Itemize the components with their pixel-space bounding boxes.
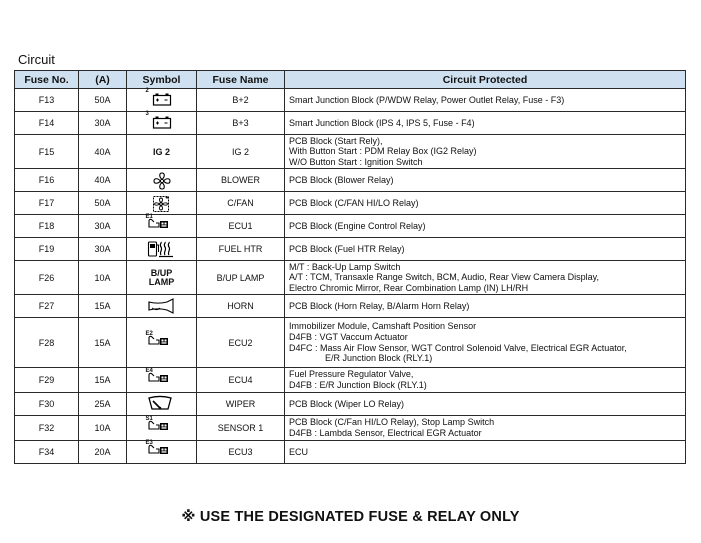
amperage-cell: 50A [79, 89, 127, 112]
fuse-name-cell: BLOWER [197, 169, 285, 192]
footer-notice: ※ USE THE DESIGNATED FUSE & RELAY ONLY [181, 509, 520, 525]
symbol-cell [127, 192, 197, 215]
fuse-name-cell: ECU4 [197, 368, 285, 393]
engine-ecu-icon [145, 417, 179, 439]
fuse-number-cell: F27 [15, 295, 79, 318]
circuit-line: PCB Block (Fuel HTR Relay) [289, 243, 405, 254]
amperage-cell: 10A [79, 416, 127, 441]
circuit-protected-cell [285, 192, 686, 215]
circuit-line: W/O Button Start : Ignition Switch [289, 156, 423, 167]
fuse-table [14, 70, 686, 464]
symbol-text-line: B/UP [150, 267, 173, 278]
fuse-number-cell: F32 [15, 416, 79, 441]
circuit-line: M/T : Back-Up Lamp Switch [289, 261, 401, 272]
symbol-text-line: LAMP [148, 276, 175, 287]
symbol-cell [127, 261, 197, 295]
symbol-cell [127, 238, 197, 261]
fuse-name-cell: B+2 [197, 89, 285, 112]
fuse-number-cell: F16 [15, 169, 79, 192]
engine-ecu-icon [145, 215, 179, 237]
fuse-number-cell: F19 [15, 238, 79, 261]
table-row [15, 89, 686, 112]
circuit-line: Electro Chromic Mirror, Rear Combination Lamp (IN) LH/RH [289, 282, 529, 293]
blower-fan-icon [145, 169, 179, 191]
header-fuse-no: Fuse No. [15, 71, 79, 89]
fuse-number-cell: F28 [15, 318, 79, 368]
symbol-cell [127, 441, 197, 464]
circuit-protected-cell [285, 261, 686, 295]
symbol-superscript: 2 [145, 88, 149, 94]
table-row [15, 441, 686, 464]
fuse-name-cell: B/UP LAMP [197, 261, 285, 295]
symbol-cell [127, 215, 197, 238]
symbol-superscript: E3 [145, 440, 153, 446]
table-row [15, 112, 686, 135]
symbol-cell [127, 368, 197, 393]
table-row [15, 192, 686, 215]
circuit-line: Fuel Pressure Regulator Valve, [289, 369, 414, 380]
circuit-line: With Button Start : PDM Relay Box (IG2 Relay) [289, 146, 477, 157]
amperage-cell: 50A [79, 192, 127, 215]
circuit-line: Smart Junction Block (P/WDW Relay, Power Outlet Relay, Fuse - F3) [289, 94, 565, 105]
amperage-cell: 15A [79, 318, 127, 368]
symbol-cell [127, 318, 197, 368]
circuit-line: D4FC : Mass Air Flow Sensor, WGT Control Solenoid Valve, Electrical EGR Actuator, [289, 342, 627, 353]
circuit-line: Smart Junction Block (IPS 4, IPS 5, Fuse - F4) [289, 117, 475, 128]
table-row [15, 295, 686, 318]
symbol-superscript: E4 [145, 368, 153, 374]
symbol-superscript: E1 [145, 214, 153, 220]
table-row [15, 169, 686, 192]
header-fuse-name: Fuse Name [197, 71, 285, 89]
section-title: Circuit [18, 52, 55, 67]
circuit-line: A/T : TCM, Transaxle Range Switch, BCM, Audio, Rear View Camera Display, [289, 272, 599, 283]
circuit-protected-cell [285, 416, 686, 441]
circuit-protected-cell [285, 135, 686, 169]
symbol-text-line: IG 2 [152, 146, 170, 157]
fuse-table-body [15, 89, 686, 464]
circuit-line: PCB Block (Blower Relay) [289, 174, 394, 185]
symbol-superscript: 3 [145, 111, 149, 117]
horn-icon [145, 295, 179, 317]
circuit-protected-cell [285, 318, 686, 368]
fuse-name-cell: ECU1 [197, 215, 285, 238]
fuse-number-cell: F14 [15, 112, 79, 135]
circuit-line: PCB Block (C/FAN HI/LO Relay) [289, 197, 419, 208]
circuit-line: PCB Block (C/Fan HI/LO Relay), Stop Lamp Switch [289, 417, 495, 428]
amperage-cell: 20A [79, 441, 127, 464]
circuit-protected-cell [285, 112, 686, 135]
amperage-cell: 15A [79, 368, 127, 393]
circuit-line: D4FB : VGT Vaccum Actuator [289, 331, 408, 342]
fuse-name-cell: WIPER [197, 393, 285, 416]
table-row [15, 318, 686, 368]
symbol-superscript: S1 [145, 416, 153, 422]
battery-icon [145, 89, 179, 111]
circuit-line: PCB Block (Start Rely), [289, 135, 383, 146]
symbol-cell [127, 89, 197, 112]
circuit-protected-cell [285, 368, 686, 393]
symbol-superscript: E2 [145, 330, 153, 337]
fuse-name-cell: C/FAN [197, 192, 285, 215]
circuit-line: PCB Block (Horn Relay, B/Alarm Horn Relay) [289, 300, 470, 311]
circuit-line: D4FB : E/R Junction Block (RLY.1) [289, 380, 427, 390]
amperage-cell: 40A [79, 169, 127, 192]
table-row [15, 393, 686, 416]
amperage-cell: 30A [79, 215, 127, 238]
symbol-cell [127, 169, 197, 192]
symbol-cell [127, 393, 197, 416]
amperage-cell: 15A [79, 295, 127, 318]
engine-ecu-icon [145, 441, 179, 463]
fuse-name-cell: B+3 [197, 112, 285, 135]
fuse-number-cell: F34 [15, 441, 79, 464]
wiper-icon [145, 393, 179, 415]
symbol-text [153, 148, 170, 157]
symbol-cell [127, 112, 197, 135]
circuit-protected-cell [285, 215, 686, 238]
circuit-protected-cell [285, 295, 686, 318]
circuit-line: Immobilizer Module, Camshaft Position Sensor [289, 321, 477, 332]
fuse-name-cell: SENSOR 1 [197, 416, 285, 441]
circuit-protected-cell [285, 441, 686, 464]
fuse-number-cell: F26 [15, 261, 79, 295]
symbol-text [149, 269, 175, 287]
circuit-line: PCB Block (Engine Control Relay) [289, 220, 426, 231]
fuse-name-cell: FUEL HTR [197, 238, 285, 261]
circuit-protected-cell [285, 169, 686, 192]
engine-ecu-icon [145, 332, 179, 354]
header-amp: (A) [79, 71, 127, 89]
circuit-protected-cell [285, 89, 686, 112]
amperage-cell: 30A [79, 112, 127, 135]
fuel-heater-icon [145, 238, 179, 260]
table-row [15, 215, 686, 238]
table-row [15, 368, 686, 393]
circuit-line: PCB Block (Wiper LO Relay) [289, 398, 405, 409]
amperage-cell: 30A [79, 238, 127, 261]
fuse-number-cell: F30 [15, 393, 79, 416]
battery-icon [145, 112, 179, 134]
fuse-number-cell: F13 [15, 89, 79, 112]
circuit-line: D4FB : Lambda Sensor, Electrical EGR Actuator [289, 428, 482, 438]
table-row [15, 135, 686, 169]
fuse-name-cell: IG 2 [197, 135, 285, 169]
fuse-number-cell: F15 [15, 135, 79, 169]
table-header-row [15, 71, 686, 89]
amperage-cell: 40A [79, 135, 127, 169]
circuit-line: ECU [289, 446, 309, 457]
circuit-protected-cell [285, 238, 686, 261]
fuse-number-cell: F17 [15, 192, 79, 215]
fuse-name-cell: ECU3 [197, 441, 285, 464]
amperage-cell: 10A [79, 261, 127, 295]
circuit-protected-cell [285, 393, 686, 416]
table-row [15, 238, 686, 261]
symbol-cell [127, 295, 197, 318]
fuse-name-cell: HORN [197, 295, 285, 318]
symbol-cell [127, 416, 197, 441]
table-row [15, 261, 686, 295]
amperage-cell: 25A [79, 393, 127, 416]
header-symbol: Symbol [127, 71, 197, 89]
cooling-fan-icon [145, 192, 179, 214]
engine-ecu-icon [145, 369, 179, 391]
fuse-name-cell: ECU2 [197, 318, 285, 368]
fuse-number-cell: F18 [15, 215, 79, 238]
symbol-cell [127, 135, 197, 169]
circuit-line: E/R Junction Block (RLY.1) [325, 353, 433, 364]
header-circuit-protected: Circuit Protected [285, 71, 686, 89]
table-row [15, 416, 686, 441]
fuse-number-cell: F29 [15, 368, 79, 393]
